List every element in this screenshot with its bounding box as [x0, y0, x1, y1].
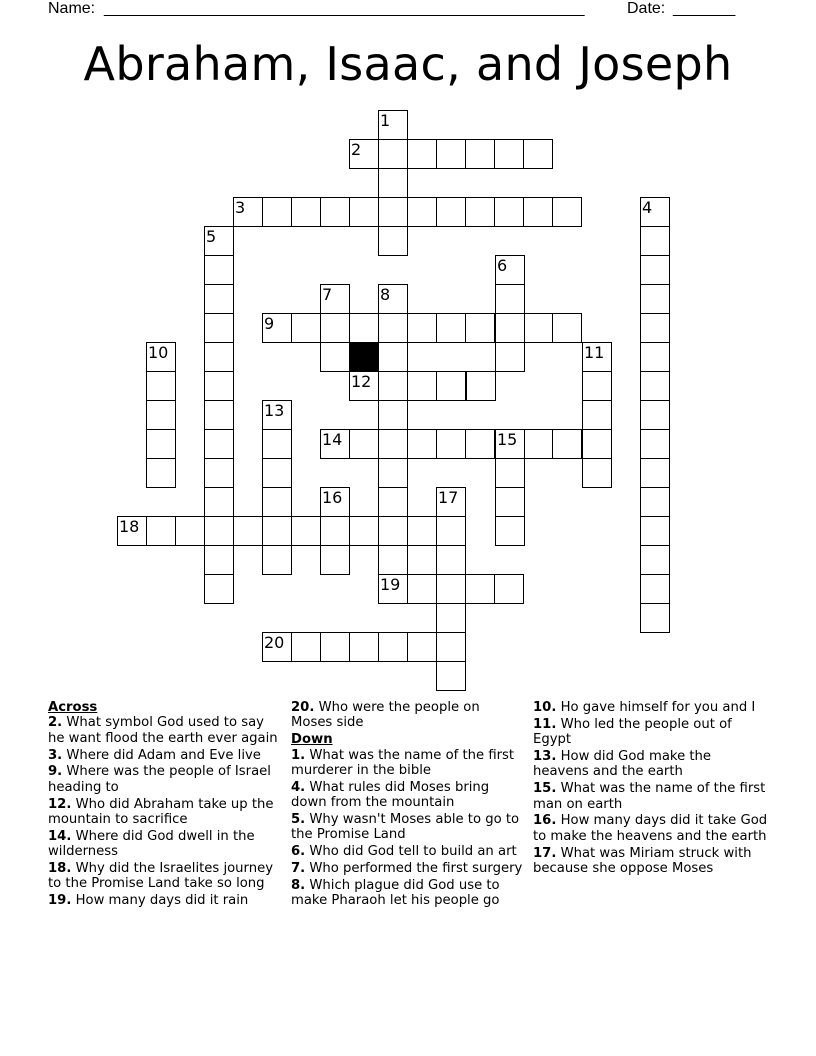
grid-cell[interactable]	[436, 545, 466, 575]
grid-cell[interactable]	[407, 632, 437, 662]
grid-cell[interactable]	[378, 632, 408, 662]
grid-cell[interactable]	[204, 429, 234, 459]
grid-cell[interactable]	[640, 458, 670, 488]
clue-number: 20	[264, 633, 285, 652]
grid-cell[interactable]	[465, 429, 495, 459]
clue-down-5: 5. Why wasn't Moses able to go to the Promise Land	[291, 812, 520, 843]
grid-cell[interactable]	[640, 255, 670, 285]
grid-cell[interactable]	[436, 516, 466, 546]
grid-cell[interactable]	[378, 516, 408, 546]
grid-cell[interactable]	[582, 371, 612, 401]
clue-down-6: 6. Who did God tell to build an art	[291, 844, 517, 860]
grid-cell[interactable]	[523, 197, 553, 227]
grid-cell[interactable]	[291, 516, 321, 546]
clue-across-18: 18. Why did the Israelites journey to the Promise Land take so long	[48, 861, 274, 892]
clue-number: 6	[497, 256, 508, 275]
grid-cell[interactable]	[436, 632, 466, 662]
grid-cell[interactable]	[262, 545, 292, 575]
grid-cell[interactable]	[436, 197, 466, 227]
clue-down-8: 8. Which plague did God use to make Pharaoh let his people go	[291, 877, 500, 909]
clue-down-1: 1. What was the name of the first murderer in the bible	[291, 747, 515, 779]
grid-cell[interactable]	[640, 516, 670, 546]
clue-number: 9	[264, 314, 275, 333]
grid-cell[interactable]	[495, 458, 525, 488]
grid-cell[interactable]	[523, 429, 553, 459]
grid-cell[interactable]	[378, 545, 408, 575]
grid-cell[interactable]	[146, 429, 176, 459]
grid-cell[interactable]	[407, 139, 437, 169]
across-heading: Across	[48, 700, 98, 715]
grid-cell[interactable]	[291, 197, 321, 227]
clue-down-17: 17. What was Miriam struck with because she oppose Moses	[533, 845, 752, 877]
grid-cell[interactable]	[640, 487, 670, 517]
grid-cell[interactable]	[320, 197, 350, 227]
grid-cell[interactable]	[582, 400, 612, 430]
clue-down-10: 10. Ho gave himself for you and I	[533, 700, 756, 715]
grid-cell[interactable]	[495, 313, 525, 343]
grid-cell[interactable]	[262, 516, 292, 546]
grid-cell[interactable]	[204, 574, 234, 604]
name-label: Name:	[48, 0, 96, 17]
grid-cell[interactable]	[465, 574, 495, 604]
grid-cell[interactable]	[349, 632, 379, 662]
grid-cell[interactable]	[640, 574, 670, 604]
clue-down-13: 13. How did God make the heavens and the earth	[533, 749, 712, 780]
grid-cell[interactable]	[552, 429, 582, 459]
grid-cell[interactable]	[407, 313, 437, 343]
grid-cell[interactable]	[640, 226, 670, 256]
grid-cell[interactable]	[436, 603, 466, 633]
grid-cell[interactable]	[262, 458, 292, 488]
grid-cell[interactable]	[436, 429, 466, 459]
grid-cell[interactable]	[465, 313, 495, 343]
clue-number: 12	[351, 372, 372, 391]
grid-cell[interactable]	[378, 342, 408, 372]
grid-cell[interactable]	[262, 429, 292, 459]
grid-cell[interactable]	[349, 516, 379, 546]
clue-number: 5	[206, 227, 217, 246]
clue-across-12: 12. Who did Abraham take up the mountain to sacrifice	[48, 796, 274, 828]
grid-cell[interactable]	[146, 400, 176, 430]
grid-cell[interactable]	[640, 603, 670, 633]
clues-column-1	[48, 700, 282, 910]
grid-cell[interactable]	[407, 371, 437, 401]
grid-cell[interactable]	[378, 313, 408, 343]
clue-number: 1	[380, 111, 391, 130]
grid-cell[interactable]	[320, 632, 350, 662]
grid-cell[interactable]	[204, 255, 234, 285]
down-heading: Down	[291, 732, 333, 748]
grid-cell[interactable]	[407, 429, 437, 459]
grid-cell[interactable]	[204, 371, 234, 401]
grid-cell[interactable]	[204, 516, 234, 546]
grid-cell[interactable]	[378, 400, 408, 430]
grid-cell[interactable]	[204, 487, 234, 517]
clue-number: 13	[264, 401, 285, 420]
puzzle-title: Abraham, Isaac, and Joseph	[83, 37, 733, 91]
grid-cell[interactable]	[175, 516, 205, 546]
grid-cell[interactable]	[407, 197, 437, 227]
clue-number: 2	[351, 140, 362, 159]
date-field[interactable]: _______	[673, 0, 736, 17]
grid-cell[interactable]	[233, 516, 263, 546]
grid-cell[interactable]	[378, 139, 408, 169]
grid-cell[interactable]	[204, 400, 234, 430]
grid-cell[interactable]	[582, 429, 612, 459]
clue-down-7: 7. Who performed the first surgery	[291, 861, 523, 877]
grid-cell[interactable]	[495, 516, 525, 546]
grid-cell[interactable]	[262, 197, 292, 227]
clue-number: 17	[438, 488, 459, 507]
grid-cell[interactable]	[146, 516, 176, 546]
grid-cell[interactable]	[495, 284, 525, 314]
black-square	[349, 342, 379, 372]
grid-cell[interactable]	[349, 197, 379, 227]
grid-cell[interactable]	[378, 487, 408, 517]
clue-down-11: 11. Who led the people out of Egypt	[533, 716, 732, 748]
grid-cell[interactable]	[204, 545, 234, 575]
grid-cell[interactable]	[146, 458, 176, 488]
grid-cell[interactable]	[640, 371, 670, 401]
grid-cell[interactable]	[349, 429, 379, 459]
clue-number: 14	[322, 430, 343, 449]
clue-across-19: 19. How many days did it rain	[48, 893, 249, 909]
clue-down-16: 16. How many days did it take God to make the heavens and the earth	[533, 813, 768, 844]
grid-cell[interactable]	[640, 429, 670, 459]
grid-cell[interactable]	[320, 342, 350, 372]
clue-number: 7	[322, 285, 333, 304]
grid-cell[interactable]	[146, 371, 176, 401]
name-field[interactable]: ______________________________________________________	[104, 0, 585, 17]
clue-number: 15	[497, 430, 518, 449]
grid-cell[interactable]	[378, 371, 408, 401]
clue-number: 16	[322, 488, 343, 507]
grid-cell[interactable]	[204, 284, 234, 314]
grid-cell[interactable]	[494, 197, 524, 227]
clue-number: 11	[584, 343, 605, 362]
grid-cell[interactable]	[291, 632, 321, 662]
clue-down-4: 4. What rules did Moses bring down from the mountain	[291, 779, 490, 811]
grid-cell[interactable]	[436, 574, 466, 604]
grid-cell[interactable]	[262, 487, 292, 517]
grid-cell[interactable]	[436, 371, 466, 401]
grid-cell[interactable]	[378, 226, 408, 256]
grid-cell[interactable]	[204, 458, 234, 488]
grid-cell[interactable]	[204, 342, 234, 372]
grid-cell[interactable]	[523, 313, 553, 343]
clues-column-2	[291, 700, 523, 910]
grid-cell[interactable]	[378, 429, 408, 459]
grid-cell[interactable]	[291, 313, 321, 343]
clue-number: 10	[148, 343, 169, 362]
clue-number: 3	[235, 198, 246, 217]
clue-down-15: 15. What was the name of the first man on earth	[533, 781, 766, 812]
grid-cell[interactable]	[436, 313, 466, 343]
clue-number: 19	[380, 575, 401, 594]
grid-cell[interactable]	[320, 545, 350, 575]
date-label: Date:	[627, 0, 666, 17]
grid-cell[interactable]	[552, 313, 582, 343]
grid-cell[interactable]	[640, 342, 670, 372]
grid-cell[interactable]	[640, 284, 670, 314]
grid-cell[interactable]	[552, 197, 582, 227]
grid-cell[interactable]	[466, 371, 496, 401]
grid-cell[interactable]	[494, 574, 524, 604]
clue-across-2: 2. What symbol God used to say he want flood the earth ever again	[48, 715, 278, 746]
grid-cell[interactable]	[407, 574, 437, 604]
grid-cell[interactable]	[378, 168, 408, 198]
grid-cell[interactable]	[349, 313, 379, 343]
grid-cell[interactable]	[582, 458, 612, 488]
grid-cell[interactable]	[204, 313, 234, 343]
clue-across-20: 20. Who were the people on Moses side	[291, 700, 480, 731]
grid-cell[interactable]	[465, 139, 495, 169]
grid-cell[interactable]	[320, 313, 350, 343]
clue-across-14: 14. Where did God dwell in the wilderness	[48, 828, 255, 860]
grid-cell[interactable]	[320, 516, 350, 546]
grid-cell[interactable]	[378, 458, 408, 488]
clue-number: 8	[380, 285, 391, 304]
grid-cell[interactable]	[640, 400, 670, 430]
clue-across-3: 3. Where did Adam and Eve live	[48, 747, 261, 763]
clue-number: 4	[642, 198, 653, 217]
grid-cell[interactable]	[640, 313, 670, 343]
clues-column-3	[533, 700, 769, 878]
grid-cell[interactable]	[436, 139, 466, 169]
grid-cell[interactable]	[495, 487, 525, 517]
grid-cell[interactable]	[407, 516, 437, 546]
clue-across-9: 9. Where was the people of Israel heading to	[48, 764, 271, 795]
grid-cell[interactable]	[494, 139, 524, 169]
clue-number: 18	[119, 517, 140, 536]
grid-cell[interactable]	[523, 139, 553, 169]
grid-cell[interactable]	[640, 545, 670, 575]
grid-cell[interactable]	[378, 197, 408, 227]
grid-cell[interactable]	[436, 661, 466, 691]
grid-cell[interactable]	[465, 197, 495, 227]
grid-cell[interactable]	[495, 342, 525, 372]
